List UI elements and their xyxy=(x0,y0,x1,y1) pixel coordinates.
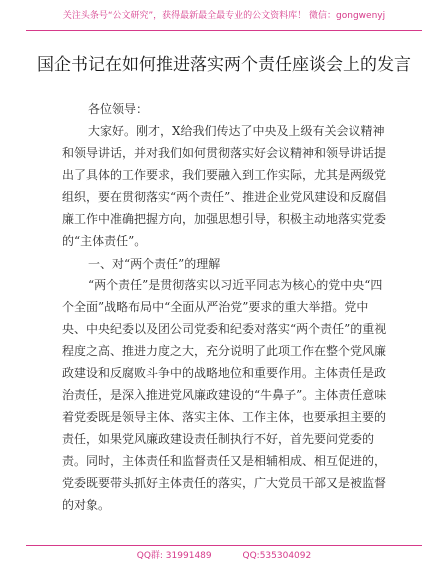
header-divider xyxy=(26,30,422,31)
document-title: 国企书记在如何推进落实两个责任座谈会上的发言 xyxy=(37,55,411,75)
footer-contact xyxy=(0,548,448,561)
footer-qq-group: QQ群: 31991489 xyxy=(136,551,212,561)
section-heading: 一、对“两个责任”的理解 xyxy=(88,257,221,271)
header-banner: 关注头条号“公文研究”，获得最新最全最专业的公文资料库！ 微信：gongwenyj xyxy=(62,11,386,21)
salutation: 各位领导： xyxy=(88,102,149,116)
paragraph-opening: 大家好。刚才，X给我们传达了中央及上级有关会议精神和领导讲话，并对我们如何贯彻落实好会议精神和领导讲话提出了具体的工作要求，我们要融入到工作实际，尤其是两级党组织，要在贯彻落实“两个责任”、推进企业党风建设和反腐倡廉工作中准确把握方向，加强思想引导，积极主动地落实党委的“主体责任”。 xyxy=(62,124,387,248)
paragraph-two-responsibilities: “两个责任”是贯彻落实以习近平同志为核心的党中央“四个全面”战略布局中“全面从严治党”要求的重大举措。党中央、中央纪委以及团公司党委和纪委对落实“两个责任”的重视程度之高、推进力度之大，充分说明了此项工作在整个党风廉政建设和反腐败斗争中的战略地位和重要作用。主体责任是政治责任，是深入推进党风廉政建设的“牛鼻子”。主体责任意味着党委既是领导主体、落实主体、工作主体，也要承担主要的责任，如果党风廉政建设责任制执行不好，首先要问党委的责。同时，主体责任和监督责任又是相辅相成、相互促进的，党委既要带头抓好主体责任的落实，广大党员干部又是被监督的对象。 xyxy=(62,278,387,512)
footer-qq: QQ:535304092 xyxy=(242,551,312,561)
footer-divider xyxy=(26,545,422,546)
